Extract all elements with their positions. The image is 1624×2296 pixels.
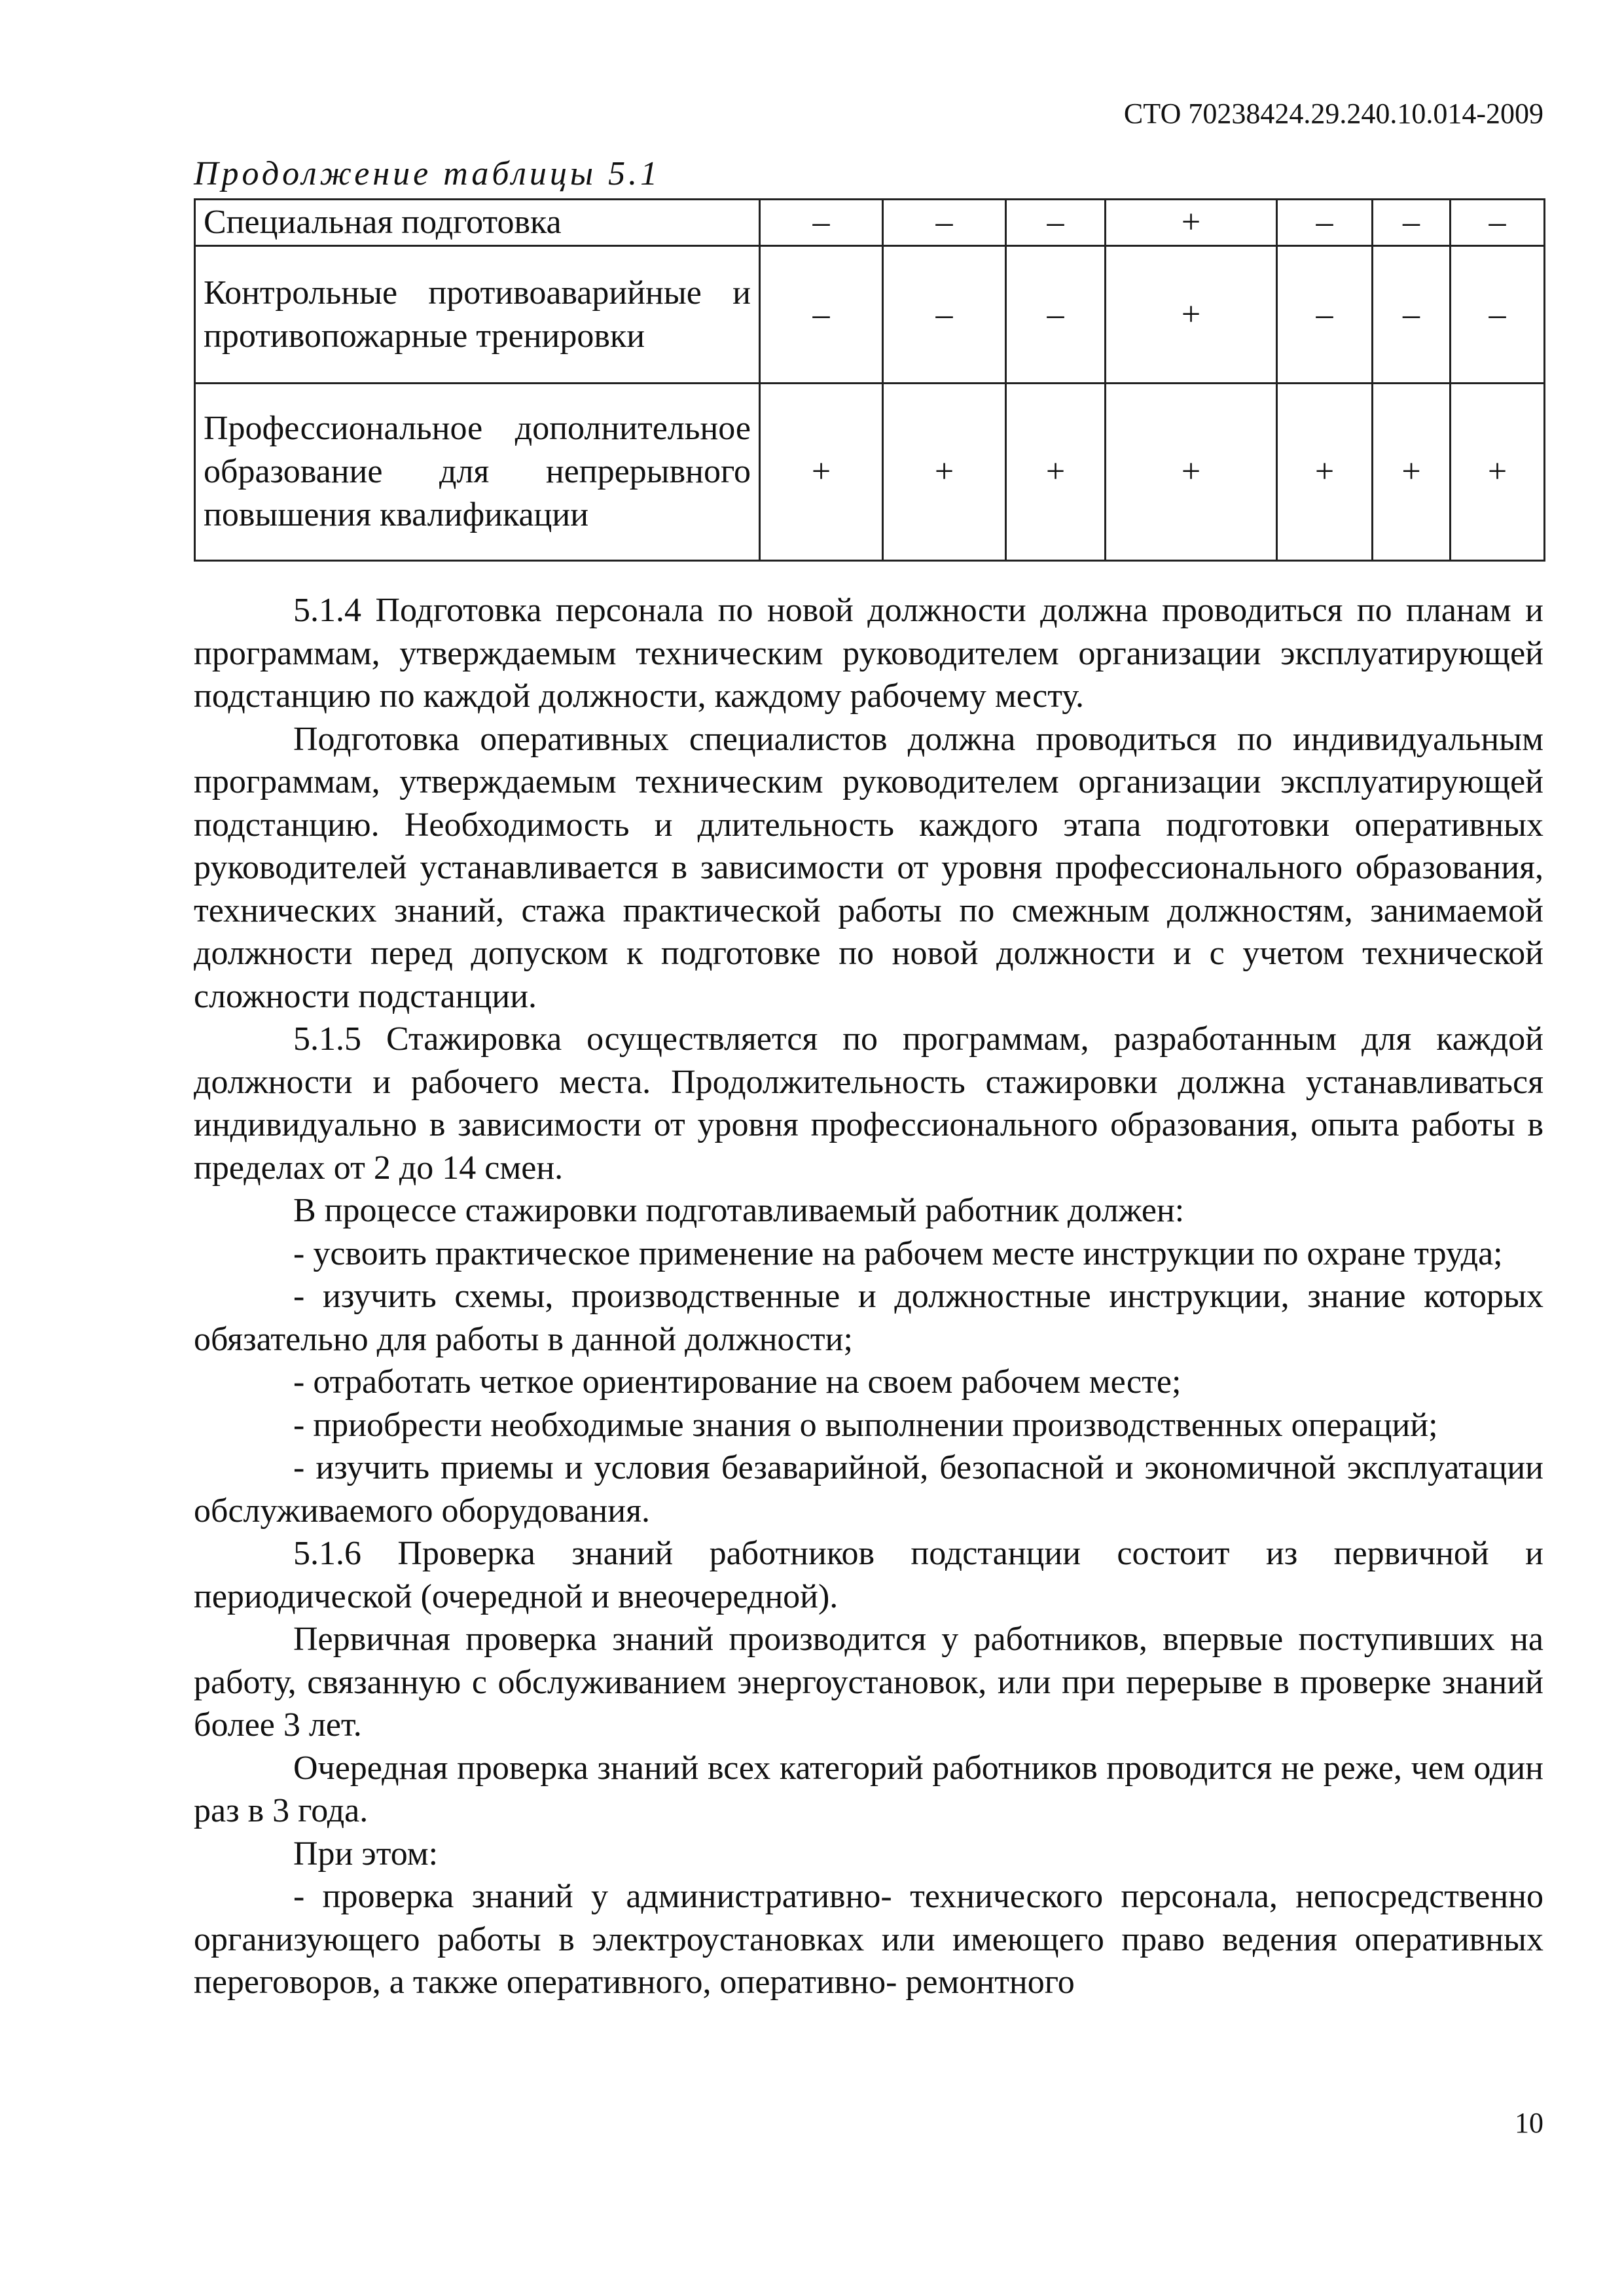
list-item: - изучить приемы и условия безаварийной, безопасной и экономичной эксплуатации обслуживаемого оборудования. <box>194 1449 1543 1530</box>
paragraph: Первичная проверка знаний производится у работников, впервые поступивших на работу, связанную с обслуживанием энергоустановок, или при перерыве в проверке знаний более 3 лет. <box>194 1621 1543 1744</box>
row-label: Контрольные противоаварийные и противопожарные тренировки <box>195 246 760 384</box>
mark-cell: – <box>1006 200 1106 246</box>
paragraph: 5.1.5 Стажировка осуществляется по программам, разработанным для каждой должности и рабочего места. Продолжительность стажировки должна устанавливаться индивидуально в зависимости от уровня профессионального образования, опыта работы в пределах от 2 до 14 смен. <box>194 1020 1543 1187</box>
mark-cell: + <box>1106 246 1277 384</box>
mark-cell: + <box>1106 200 1277 246</box>
mark-cell: + <box>1006 384 1106 561</box>
mark-cell: – <box>1277 200 1373 246</box>
list-item: - отработать четкое ориентирование на своем рабочем месте; <box>293 1363 1182 1401</box>
mark-cell: + <box>760 384 883 561</box>
paragraph: В процессе стажировки подготавливаемый работник должен: <box>293 1192 1185 1229</box>
mark-cell: + <box>883 384 1006 561</box>
list-item: - приобрести необходимые знания о выполнении производственных операций; <box>293 1406 1438 1444</box>
document-code: СТО 70238424.29.240.10.014-2009 <box>1123 98 1543 130</box>
table-caption: Продолжение таблицы 5.1 <box>194 155 661 192</box>
mark-cell: – <box>883 246 1006 384</box>
mark-cell: – <box>1373 246 1451 384</box>
requirements-table <box>194 198 1545 562</box>
list-item: - изучить схемы, производственные и должностные инструкции, знание которых обязательно для работы в данной должности; <box>194 1278 1543 1358</box>
table-row <box>195 200 1545 246</box>
mark-cell: – <box>1277 246 1373 384</box>
table-row <box>195 384 1545 561</box>
list-item: - усвоить практическое применение на рабочем месте инструкции по охране труда; <box>293 1234 1503 1272</box>
body-text <box>194 589 1543 2004</box>
table-row <box>195 246 1545 384</box>
mark-cell: + <box>1277 384 1373 561</box>
paragraph: 5.1.4 Подготовка персонала по новой должности должна проводиться по планам и программам, утверждаемым техническим руководителем организации эксплуатирующей подстанцию по каждой должности, каждому рабочему месту. <box>194 592 1543 715</box>
row-label: Профессиональное дополнительное образование для непрерывного повышения квалификации <box>195 384 760 561</box>
list-item: - проверка знаний у административно- технического персонала, непосредственно организующего работы в электроустановках или имеющего право ведения оперативных переговоров, а также оперативного, оперативно- ремонтного <box>194 1878 1543 2001</box>
mark-cell: – <box>1373 200 1451 246</box>
paragraph: При этом: <box>293 1835 439 1873</box>
mark-cell: – <box>760 200 883 246</box>
mark-cell: – <box>760 246 883 384</box>
mark-cell: + <box>1106 384 1277 561</box>
paragraph: 5.1.6 Проверка знаний работников подстанции состоит из первичной и периодической (очередной и внеочередной). <box>194 1535 1543 1615</box>
mark-cell: – <box>1006 246 1106 384</box>
paragraph: Очередная проверка знаний всех категорий работников проводится не реже, чем один раз в 3 года. <box>194 1749 1543 1829</box>
mark-cell: + <box>1451 384 1545 561</box>
paragraph: Подготовка оперативных специалистов должна проводиться по индивидуальным программам, утверждаемым техническим руководителем организации эксплуатирующей подстанцию. Необходимость и длительность каждого этапа подготовки оперативных руководителей устанавливается в зависимости от уровня профессионального образования, технических знаний, стажа практической работы по смежным должностям, занимаемой должности перед допуском к подготовке по новой должности и с учетом технической сложности подстанции. <box>194 720 1543 1015</box>
mark-cell: + <box>1373 384 1451 561</box>
row-label: Специальная подготовка <box>195 200 760 246</box>
mark-cell: – <box>883 200 1006 246</box>
page-number: 10 <box>1515 2107 1543 2139</box>
mark-cell: – <box>1451 200 1545 246</box>
mark-cell: – <box>1451 246 1545 384</box>
